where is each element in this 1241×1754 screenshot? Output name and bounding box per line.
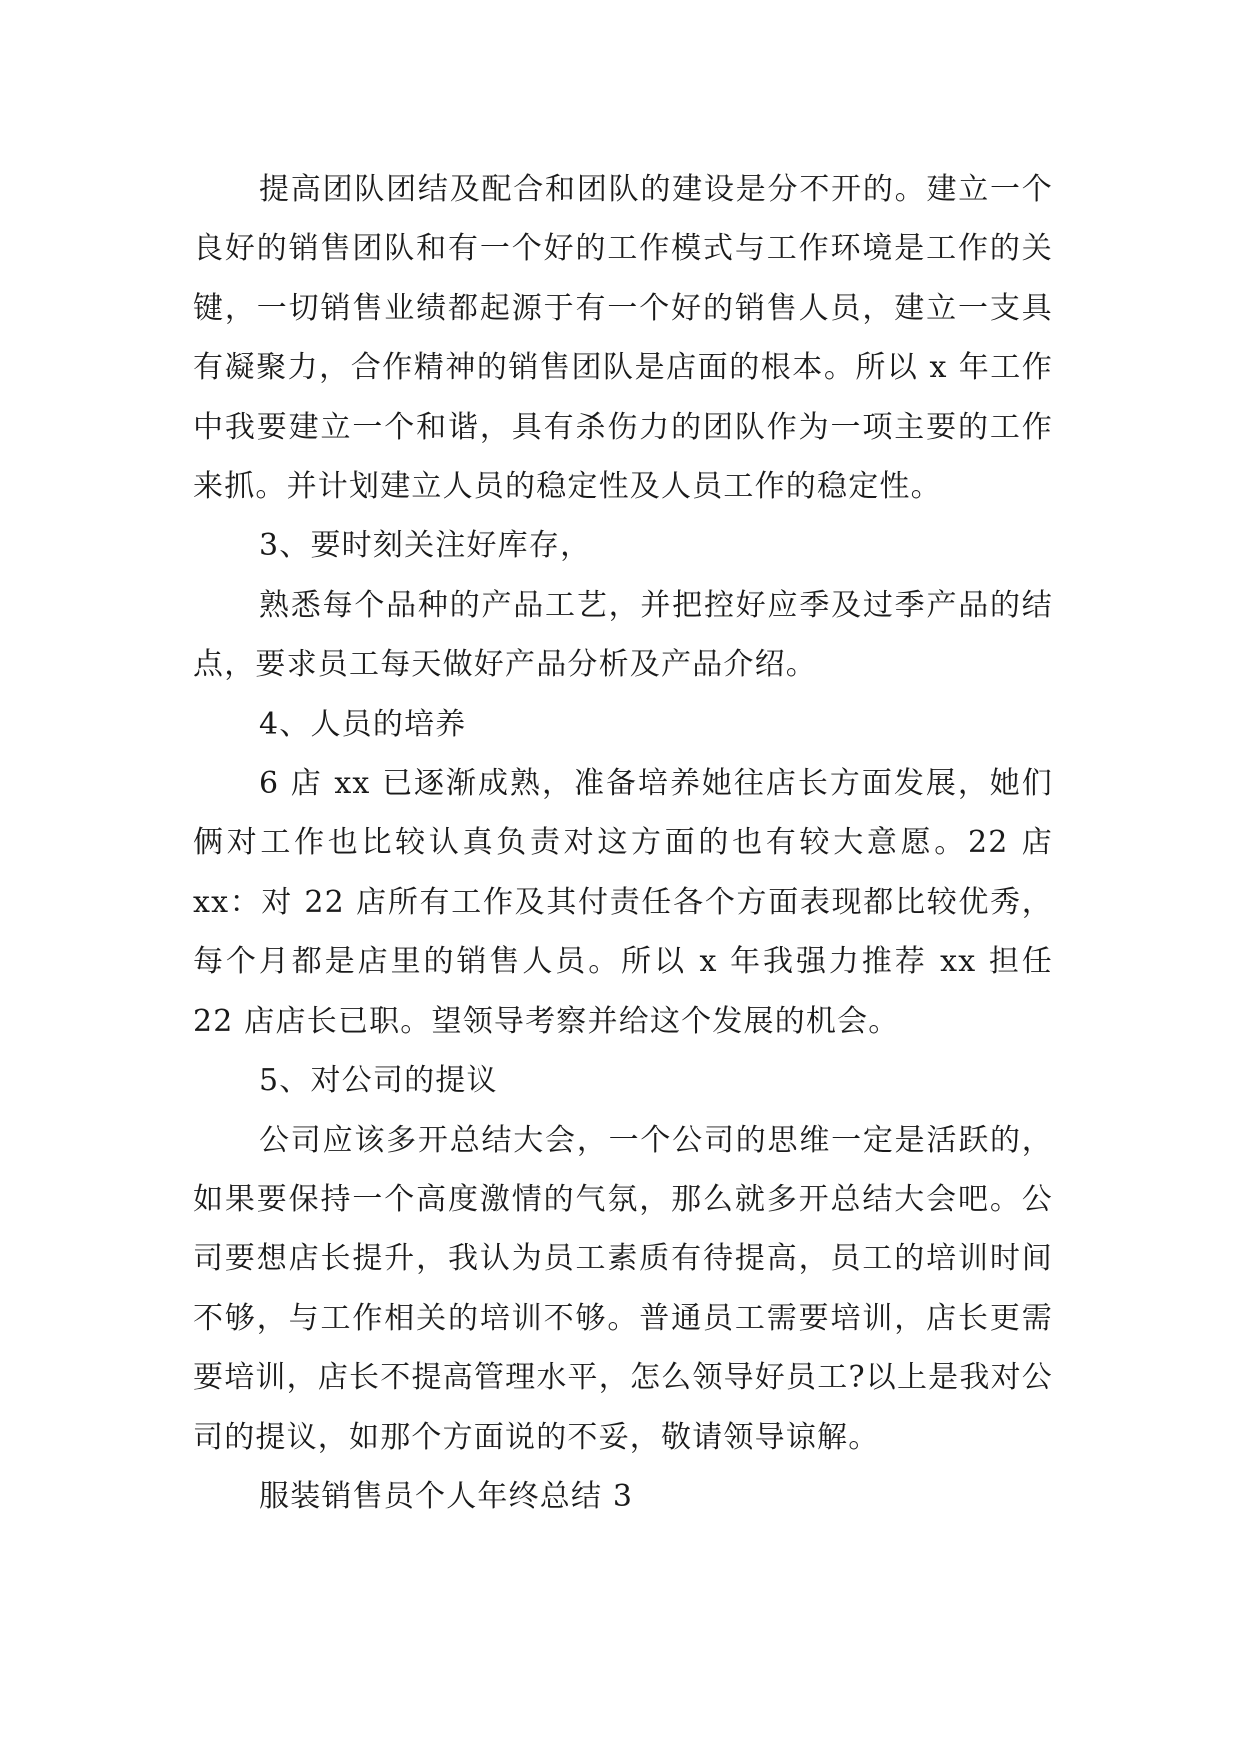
heading-staff-training: 4、人员的培养 [259, 706, 467, 742]
paragraph-staff-training: 6 店 xx 已逐渐成熟，准备培养她往店长方面发展，她们俩对工作也比较认真负责对这方面的也有较大意愿。22 店 xx：对 22 店所有工作及其付责任各个方面表现都比较优秀，每个月都是店里的销售人员。所以 x 年我强力推荐 xx 担任 22 店店长已职。望领导考察并给这个发展的机会。 [193, 766, 1053, 1039]
paragraph-inventory: 熟悉每个品种的产品工艺，并把控好应季及过季产品的结点，要求员工每天做好产品分析及产品介绍。 [193, 587, 1053, 683]
paragraph-company-suggestions: 公司应该多开总结大会，一个公司的思维一定是活跃的，如果要保持一个高度激情的气氛，那么就多开总结大会吧。公司要想店长提升，我认为员工素质有待提高，员工的培训时间不够，与工作相关的培训不够。普通员工需要培训，店长更需要培训，店长不提高管理水平，怎么领导好员工?以上是我对公司的提议，如那个方面说的不妥，敬请领导谅解。 [193, 1122, 1053, 1455]
paragraph-team-building: 提高团队团结及配合和团队的建设是分不开的。建立一个良好的销售团队和有一个好的工作模式与工作环境是工作的关键，一切销售业绩都起源于有一个好的销售人员，建立一支具有凝聚力，合作精神的销售团队是店面的根本。所以 x 年工作中我要建立一个和谐，具有杀伤力的团队作为一项主要的工作来抓。并计划建立人员的稳定性及人员工作的稳定性。 [193, 172, 1053, 505]
document-body [193, 160, 1053, 1526]
heading-company-suggestions: 5、对公司的提议 [259, 1063, 498, 1099]
heading-inventory: 3、要时刻关注好库存， [259, 528, 592, 564]
section-title: 服装销售员个人年终总结 3 [259, 1478, 634, 1514]
